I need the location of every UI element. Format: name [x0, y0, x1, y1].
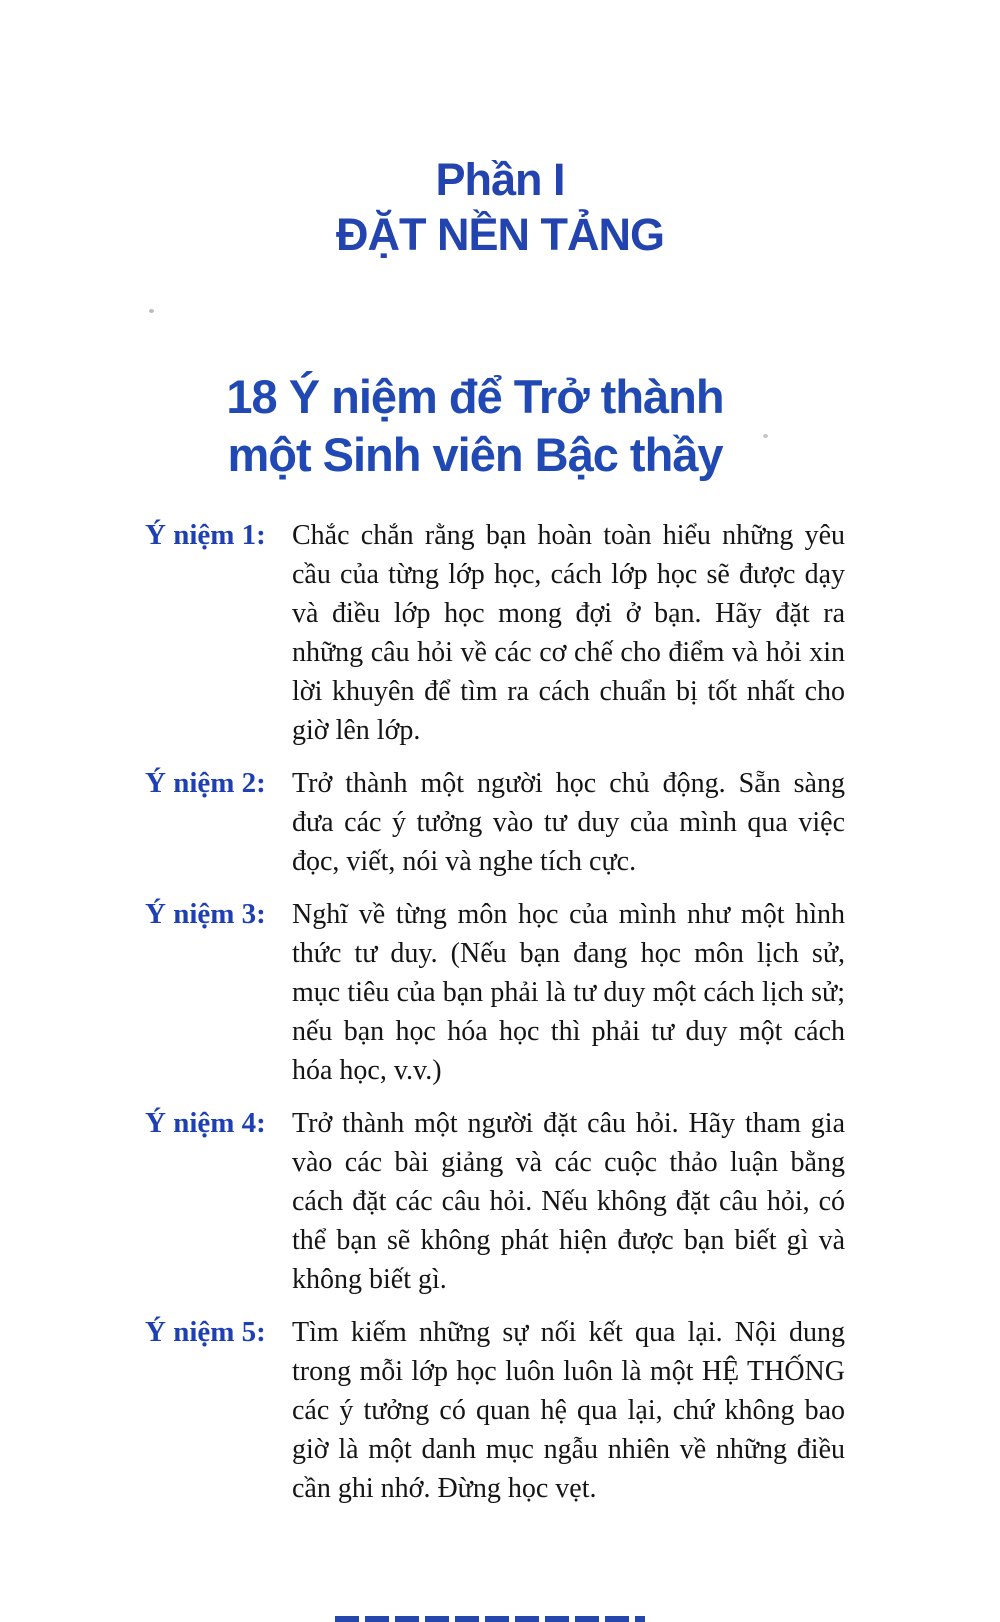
part-heading: [0, 152, 1000, 262]
concepts-list: [145, 516, 852, 1522]
concept-item-4: [145, 1104, 852, 1299]
concept-item-2: [145, 764, 852, 881]
scan-speck: [149, 309, 154, 313]
concept-text: Trở thành một người đặt câu hỏi. Hãy tham gia vào các bài giảng và các cuộc thảo luận bằng cách đặt các câu hỏi. Nếu không đặt câu hỏi, có thể bạn sẽ không phát hiện được bạn biết gì và không biết gì.: [292, 1108, 845, 1295]
part-title: ĐẶT NỀN TẢNG: [336, 209, 664, 260]
concept-item-1: [145, 516, 852, 750]
concept-label: Ý niệm 3:: [145, 898, 266, 930]
concept-label: Ý niệm 4:: [145, 1107, 266, 1139]
chapter-title: [0, 368, 950, 484]
cutoff-bottom-text-fragment: [335, 1616, 645, 1622]
concept-item-5: [145, 1313, 852, 1508]
concept-label: Ý niệm 5:: [145, 1316, 266, 1348]
chapter-title-line2: một Sinh viên Bậc thầy: [227, 428, 723, 481]
chapter-title-line1: 18 Ý niệm để Trở thành: [226, 370, 724, 423]
concept-text: Tìm kiếm những sự nối kết qua lại. Nội dung trong mỗi lớp học luôn luôn là một HỆ THỐNG các ý tưởng có quan hệ qua lại, chứ không bao giờ là một danh mục ngẫu nhiên về những điều cần ghi nhớ. Đừng học vẹt.: [292, 1317, 845, 1504]
concept-label: Ý niệm 1:: [145, 519, 266, 551]
concept-text: Nghĩ về từng môn học của mình như một hình thức tư duy. (Nếu bạn đang học môn lịch sử, mục tiêu của bạn phải là tư duy một cách lịch sử; nếu bạn học hóa học thì phải tư duy một cách hóa học, v.v.): [292, 899, 845, 1086]
concept-text: Trở thành một người học chủ động. Sẵn sàng đưa các ý tưởng vào tư duy của mình qua việc đọc, viết, nói và nghe tích cực.: [292, 768, 845, 877]
concept-item-3: [145, 895, 852, 1090]
concept-label: Ý niệm 2:: [145, 767, 266, 799]
concept-text: Chắc chắn rằng bạn hoàn toàn hiểu những yêu cầu của từng lớp học, cách lớp học sẽ được dạy và điều lớp học mong đợi ở bạn. Hãy đặt ra những câu hỏi về các cơ chế cho điểm và hỏi xin lời khuyên để tìm ra cách chuẩn bị tốt nhất cho giờ lên lớp.: [292, 520, 845, 746]
part-label: Phần I: [435, 154, 565, 205]
